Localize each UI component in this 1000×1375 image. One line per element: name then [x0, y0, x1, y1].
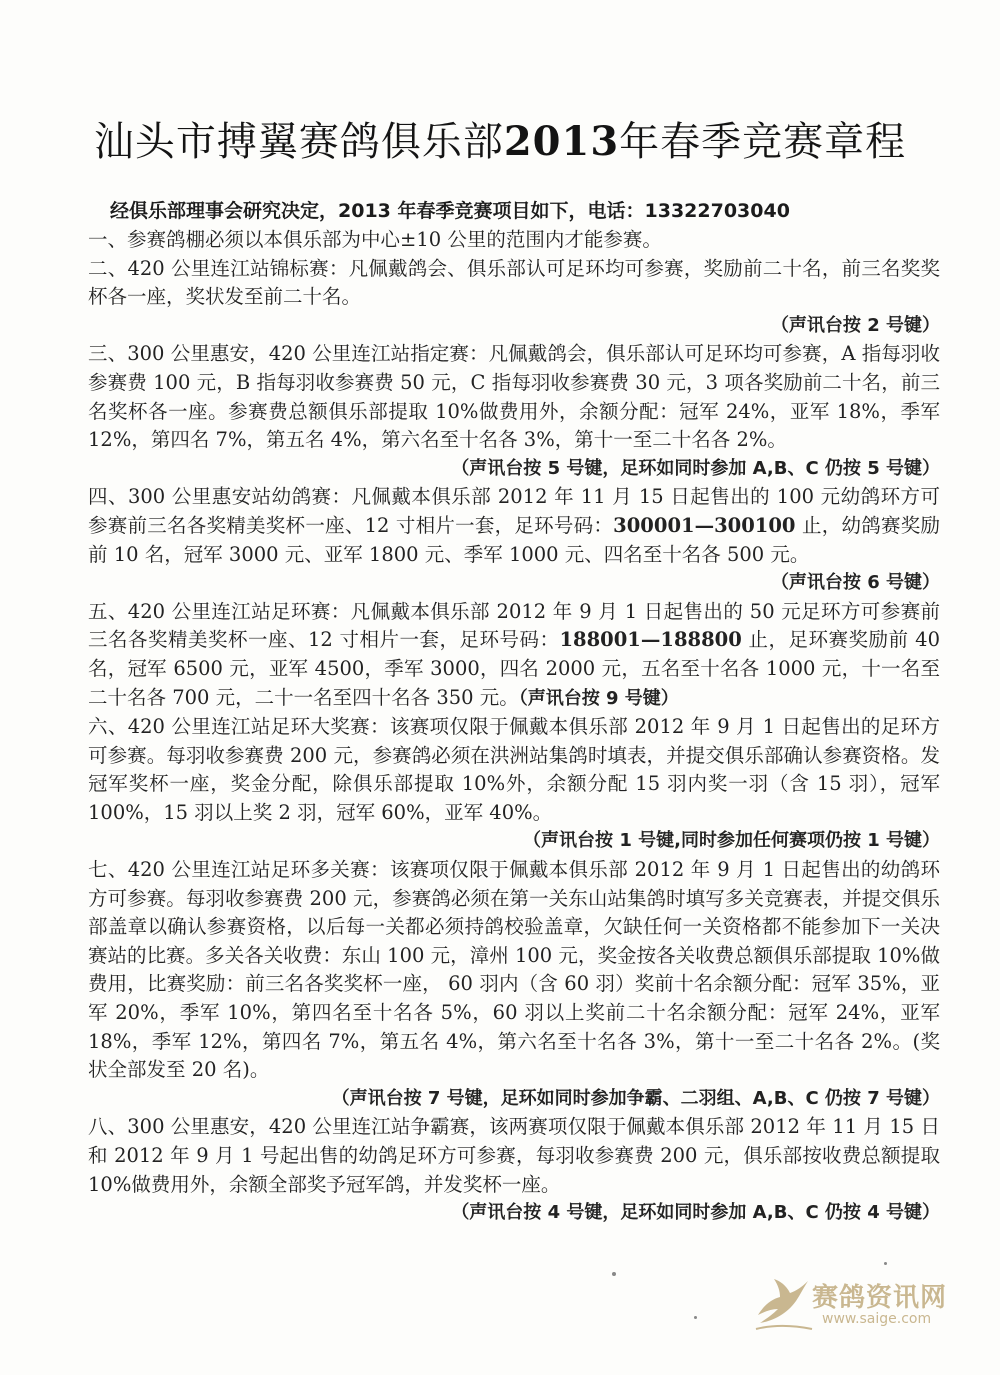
site-watermark: [752, 1271, 962, 1335]
scan-speck: [884, 1262, 887, 1265]
rule-text: 300 公里惠安，420 公里连江站争霸赛，该两赛项仅限于佩戴本俱乐部 2012 年 11 月 15 日和 2012 年 9 月 1 号起出售的幼鸽足环方可参赛，每羽收参赛费 200 元，俱乐部按收费总额提取 10%做费用外，余额全部奖予冠军鸽，并发奖杯一座。: [88, 1115, 940, 1196]
rule-number: 八、: [88, 1115, 128, 1139]
scan-speck: [694, 1316, 697, 1319]
rule-text: 420 公里连江站足环多关赛：该赛项仅限于佩戴本俱乐部 2012 年 9 月 1 日起售出的幼鸽环方可参赛。每羽收参赛费 200 元，参赛鸽必须在第一关东山站集鸽时填写多关竞赛表，并提交俱乐部盖章以确认参赛资格，以后每一关都必须持鸽校验盖章，欠缺任何一关资格都不能参加下一关决赛站的比赛。多关各关收费：东山 100 元，漳州 100 元，奖金按各关收费总额俱乐部提取 10%做费用，比赛奖励：前三名各奖奖杯一座， 60 羽内（含 60 羽）奖前十名余额分配：冠军 35%，亚军 20%，季军 10%，第四名至十名各 5%，60 羽以上奖前二十名余额分配：冠军 24%，亚军 18%，季军 12%，第四名 7%，第五名 4%，第六名至十名各 3%，第十一至二十名各 2%。(奖状全部发至 20 名)。: [88, 858, 940, 1082]
watermark-site-name: 赛鸽资讯网: [812, 1283, 948, 1313]
rule-item-8: [88, 1113, 940, 1199]
rule-item-2: [88, 255, 940, 312]
rule-text: 300 公里惠安，420 公里连江站指定赛：凡佩戴鸽会，俱乐部认可足环均可参赛，A 指每羽收参赛费 100 元，B 指每羽收参赛费 50 元，C 指每羽收参赛费 30 元，3 项各奖励前二十名，前三名奖杯各一座。参赛费总额俱乐部提取 10%做费用外，余额分配：冠军 24%，亚军 18%，季军 12%，第四名 7%，第五名 4%，第六名至十名各 3%，第十一至二十名各 2%。: [88, 342, 940, 452]
hotline-note: （声讯台按 6 号键）: [770, 572, 940, 594]
rule-number: 三、: [88, 342, 128, 366]
rule-number: 五、: [88, 599, 128, 623]
title-prefix: 汕头市搏翼赛鸽俱乐部: [93, 119, 504, 165]
ring-number-range: 188001—188800: [559, 628, 742, 652]
hotline-note: （声讯台按 7 号键，足环如同时参加争霸、二羽组、A,B、C 仍按 7 号键）: [331, 1087, 940, 1109]
rule-item-1: [88, 226, 940, 255]
rule-item-3: [88, 340, 940, 454]
scan-speck: [612, 1272, 616, 1276]
rule-text: 420 公里连江站锦标赛：凡佩戴鸽会、俱乐部认可足环均可参赛，奖励前二十名，前三名奖奖杯各一座，奖状发至前二十名。: [88, 256, 940, 309]
hotline-note: （声讯台按 9 号键）: [518, 687, 679, 709]
rule-text-b: 止，足环赛奖励前 40 名，冠军 6500 元，亚军 4500，季军 3000，四名 2000 元，五名至十名各 1000 元，十一名至二十名各 700 元，二十一名至四十名各 350 元。: [88, 628, 940, 709]
watermark-url: www.saige.com: [822, 1311, 932, 1327]
rule-item-4: [88, 483, 940, 569]
hotline-note: （声讯台按 5 号键，足环如同时参加 A,B、C 仍按 5 号键）: [451, 457, 940, 479]
pigeon-logo-icon: [752, 1271, 816, 1335]
ring-number-range: 300001—300100: [613, 513, 796, 537]
rule-number: 一、: [88, 228, 128, 251]
rule-text-a: 300 公里惠安站幼鸽赛：凡佩戴本俱乐部 2012 年 11 月 15 日起售出的 100 元幼鸽环方可参赛前三名各奖精美奖杯一座、12 寸相片一套，足环号码：: [88, 485, 940, 537]
rule-item-7: [88, 856, 940, 1085]
rule-text: 参赛鸽棚必须以本俱乐部为中心±10 公里的范围内才能参赛。: [127, 228, 662, 251]
hotline-note: （声讯台按 4 号键，足环如同时参加 A,B、C 仍按 4 号键）: [451, 1202, 940, 1224]
rule-item-6: [88, 713, 940, 827]
rule-text-b: 止，幼鸽赛奖励前 10 名，冠军 3000 元、亚军 1800 元、季军 1000 元、四名至十名各 500 元。: [88, 513, 940, 566]
rule-number: 二、: [88, 256, 128, 280]
rules-body: [88, 226, 940, 1228]
rule-number: 四、: [88, 485, 128, 509]
rule-text: 420 公里连江站足环大奖赛：该赛项仅限于佩戴本俱乐部 2012 年 9 月 1 日起售出的足环方可参赛。每羽收参赛费 200 元，参赛鸽必须在洪洲站集鸽时填表，并提交俱乐部确认参赛资格。发冠军奖杯一座，奖金分配，除俱乐部提取 10%外，余额分配 15 羽内奖一羽（含 15 羽），冠军 100%，15 羽以上奖 2 羽，冠军 60%，亚军 40%。: [88, 715, 940, 824]
intro-line: 经俱乐部理事会研究决定，2013 年春季竞赛项目如下，电话：13322703040: [110, 200, 790, 222]
title-suffix: 年春季竞赛章程: [619, 119, 907, 165]
rule-text-a: 420 公里连江站足环赛：凡佩戴本俱乐部 2012 年 9 月 1 日起售出的 50 元足环方可参赛前三名各奖精美奖杯一座、12 寸相片一套，足环号码：: [88, 599, 940, 652]
rule-number: 七、: [88, 858, 128, 882]
rule-number: 六、: [88, 715, 128, 739]
title-year: 2013: [503, 118, 620, 165]
hotline-note: （声讯台按 1 号键,同时参加任何赛项仍按 1 号键）: [523, 830, 940, 852]
document-title: [0, 110, 1000, 167]
hotline-note: （声讯台按 2 号键）: [770, 314, 940, 336]
rule-item-5: [88, 598, 940, 713]
